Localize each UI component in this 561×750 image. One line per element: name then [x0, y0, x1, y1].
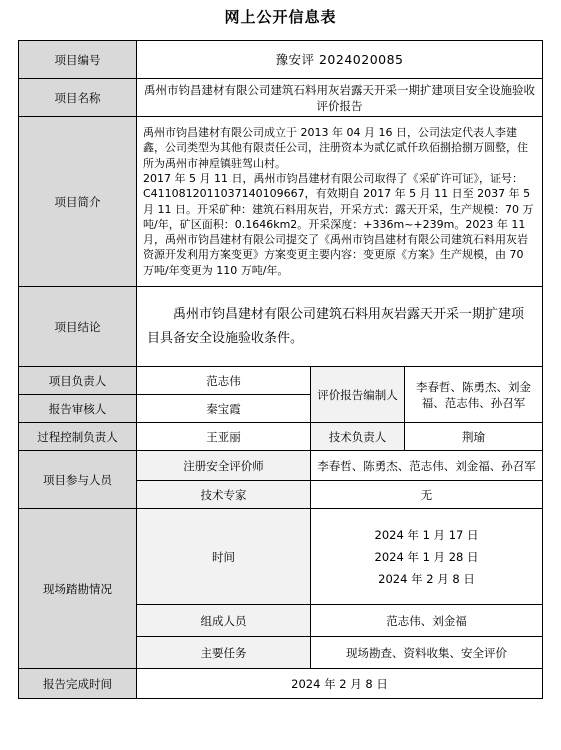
intro-paragraph-2: 2017 年 5 月 11 日，禹州市钧昌建材有限公司取得了《采矿许可证》，证号：C4110812011037140109667，有效期自 2017 年 5 月 11 日至 2037 年 5 月 11 日。开采矿种：建筑石料用灰岩，开采方式：露天开采，生产规模：70 万吨/年，矿区面积：0.1646km2。开采深度：+336m~+239m。2023 年 11 月，禹州市钧昌建材有限公司提交了《禹州市钧昌建材有限公司建筑石料用灰岩资源开发利用方案变更》方案变更主要内容：变更原《方案》生产规模，由 70 万吨/年变更为 110 万吨/年。	[143, 171, 534, 277]
site-time-3: 2024 年 2 月 8 日	[378, 571, 475, 586]
tech-expert-label: 技术专家	[137, 481, 311, 509]
site-staff-value: 范志伟、刘金福	[311, 605, 543, 637]
compilers-value: 李春哲、陈勇杰、刘金福、范志伟、孙召军	[405, 367, 543, 423]
site-time-2: 2024 年 1 月 28 日	[374, 549, 479, 564]
reviewer-label: 报告审核人	[19, 395, 137, 423]
project-name-value: 禹州市钧昌建材有限公司建筑石料用灰岩露天开采一期扩建项目安全设施验收评价报告	[137, 79, 543, 117]
leader-label: 项目负责人	[19, 367, 137, 395]
row-finish-date	[19, 669, 543, 699]
row-leader	[19, 367, 543, 395]
tech-lead-label: 技术负责人	[311, 423, 405, 451]
process-control-label: 过程控制负责人	[19, 423, 137, 451]
conclusion-value	[137, 287, 543, 367]
project-no-label: 项目编号	[19, 41, 137, 79]
project-no-value: 豫安评 2024020085	[137, 41, 543, 79]
reviewer-value: 秦宝霞	[137, 395, 311, 423]
row-participants-registered	[19, 451, 543, 481]
conclusion-text: 禹州市钧昌建材有限公司建筑石料用灰岩露天开采一期扩建项目具备安全设施验收条件。	[147, 306, 525, 346]
row-project-intro	[19, 117, 543, 287]
finish-date-label: 报告完成时间	[19, 669, 137, 699]
conclusion-label: 项目结论	[19, 287, 137, 367]
row-site-time	[19, 509, 543, 605]
project-intro-value	[137, 117, 543, 287]
finish-date-value: 2024 年 2 月 8 日	[137, 669, 543, 699]
tech-expert-value: 无	[311, 481, 543, 509]
row-project-name	[19, 79, 543, 117]
site-staff-label: 组成人员	[137, 605, 311, 637]
row-conclusion	[19, 287, 543, 367]
row-project-no	[19, 41, 543, 79]
site-task-value: 现场勘查、资料收集、安全评价	[311, 637, 543, 669]
participants-label: 项目参与人员	[19, 451, 137, 509]
site-survey-label: 现场踏勘情况	[19, 509, 137, 669]
project-intro-label: 项目简介	[19, 117, 137, 287]
registered-assessor-label: 注册安全评价师	[137, 451, 311, 481]
site-time-values	[311, 509, 543, 605]
process-control-value: 王亚丽	[137, 423, 311, 451]
row-process-control	[19, 423, 543, 451]
info-table	[18, 40, 543, 699]
intro-paragraph-1: 禹州市钧昌建材有限公司成立于 2013 年 04 月 16 日，公司法定代表人李建鑫，公司类型为其他有限责任公司，注册资本为贰亿贰仟玖佰捌拾捌万圆整，住所为禹州市神垕镇驻驾山村。	[143, 126, 528, 170]
site-task-label: 主要任务	[137, 637, 311, 669]
registered-assessor-value: 李春哲、陈勇杰、范志伟、刘金福、孙召军	[311, 451, 543, 481]
leader-value: 范志伟	[137, 367, 311, 395]
site-time-1: 2024 年 1 月 17 日	[374, 527, 479, 542]
tech-lead-value: 荆瑜	[405, 423, 543, 451]
compilers-label: 评价报告编制人	[311, 367, 405, 423]
project-name-label: 项目名称	[19, 79, 137, 117]
page-title: 网上公开信息表	[224, 8, 337, 26]
site-time-label: 时间	[137, 509, 311, 605]
